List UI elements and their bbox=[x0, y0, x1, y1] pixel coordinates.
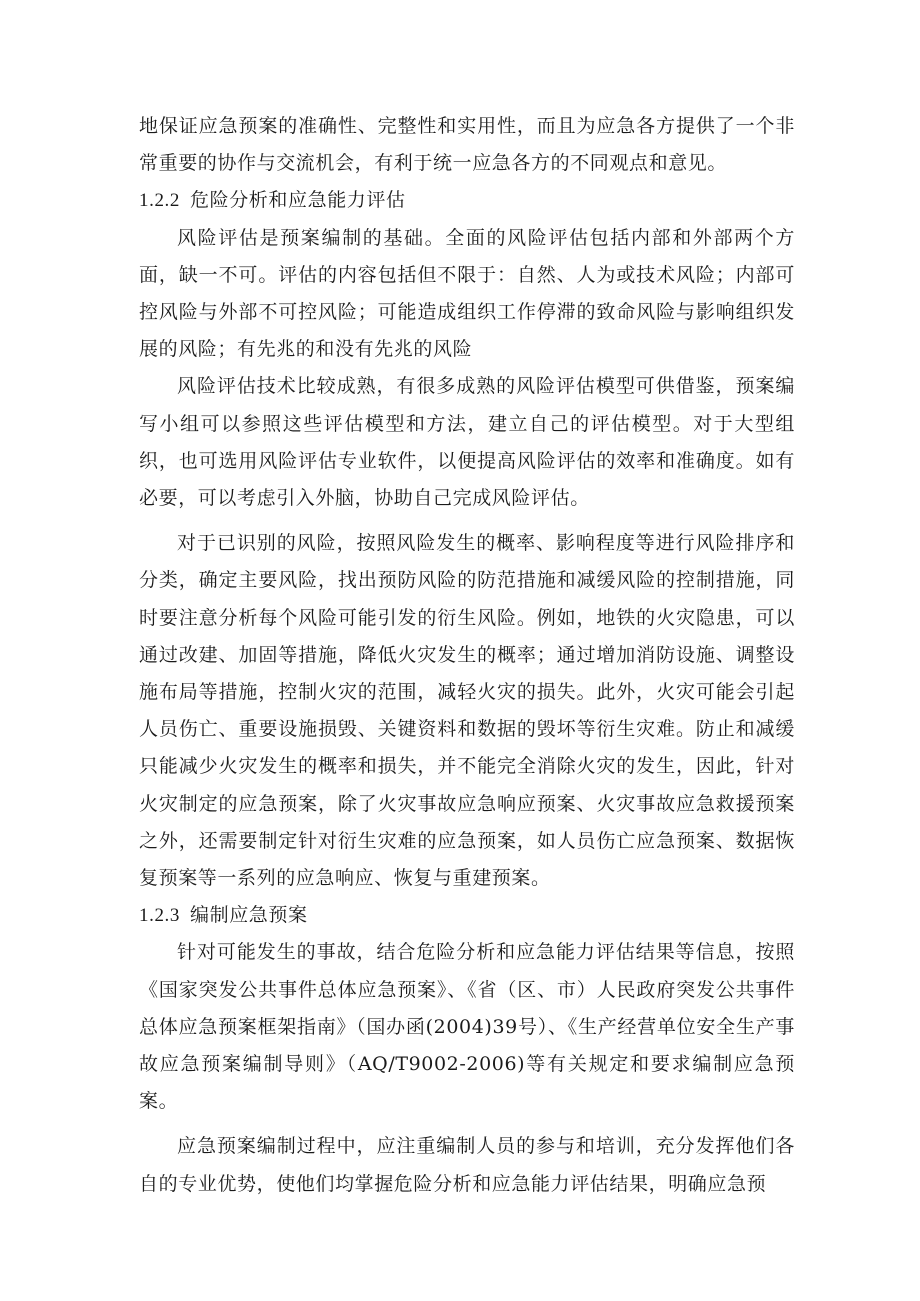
paragraph-risk-assessment-basis: 风险评估是预案编制的基础。全面的风险评估包括内部和外部两个方面，缺一不可。评估的内容包括但不限于：自然、人为或技术风险；内部可控风险与外部不可控风险；可能造成组织工作停滞的致命风险与影响组织发展的风险；有先兆的和没有先兆的风险 bbox=[139, 226, 795, 361]
paragraph-gap bbox=[139, 1120, 795, 1128]
paragraph-intro-continuation: 地保证应急预案的准确性、完整性和实用性，而且为应急各方提供了一个非常重要的协作与交流机会，有利于统一应急各方的不同观点和意见。 bbox=[139, 115, 795, 175]
paragraph-gap bbox=[139, 517, 795, 525]
section-heading-1-2-2 bbox=[139, 182, 795, 219]
paragraph-plan-compilation: 针对可能发生的事故，结合危险分析和应急能力评估结果等信息，按照《国家突发公共事件总体应急预案》、《省（区、市）人民政府突发公共事件总体应急预案框架指南》（国办函(2004)39号）、《生产经营单位安全生产事故应急预案编制导则》（AQ/T9002-2006)等有关规定和要求编制应急预案。 bbox=[139, 941, 795, 1113]
section-number: 1.2.3 bbox=[139, 905, 180, 927]
document-body bbox=[139, 108, 795, 1203]
paragraph-risk-assessment-techniques: 风险评估技术比较成熟，有很多成熟的风险评估模型可供借鉴，预案编写小组可以参照这些评估模型和方法，建立自己的评估模型。对于大型组织，也可选用风险评估专业软件，以便提高风险评估的效率和准确度。如有必要，可以考虑引入外脑，协助自己完成风险评估。 bbox=[139, 375, 795, 510]
section-title: 危险分析和应急能力评估 bbox=[190, 189, 406, 212]
section-number: 1.2.2 bbox=[139, 190, 180, 212]
section-heading-1-2-3 bbox=[139, 897, 795, 934]
section-title: 编制应急预案 bbox=[190, 904, 308, 927]
paragraph-plan-training: 应急预案编制过程中，应注重编制人员的参与和培训，充分发挥他们各自的专业优势，使他们均掌握危险分析和应急能力评估结果，明确应急预 bbox=[139, 1135, 795, 1195]
paragraph-risk-ranking: 对于已识别的风险，按照风险发生的概率、影响程度等进行风险排序和分类，确定主要风险，找出预防风险的防范措施和减缓风险的控制措施，同时要注意分析每个风险可能引发的衍生风险。例如，地铁的火灾隐患，可以通过改建、加固等措施，降低火灾发生的概率；通过增加消防设施、调整设施布局等措施，控制火灾的范围，减轻火灾的损失。此外，火灾可能会引起人员伤亡、重要设施损毁、关键资料和数据的毁坏等衍生灾难。防止和减缓只能减少火灾发生的概率和损失，并不能完全消除火灾的发生，因此，针对火灾制定的应急预案，除了火灾事故应急响应预案、火灾事故应急救援预案之外，还需要制定针对衍生灾难的应急预案，如人员伤亡应急预案、数据恢复预案等一系列的应急响应、恢复与重建预案。 bbox=[139, 532, 795, 890]
